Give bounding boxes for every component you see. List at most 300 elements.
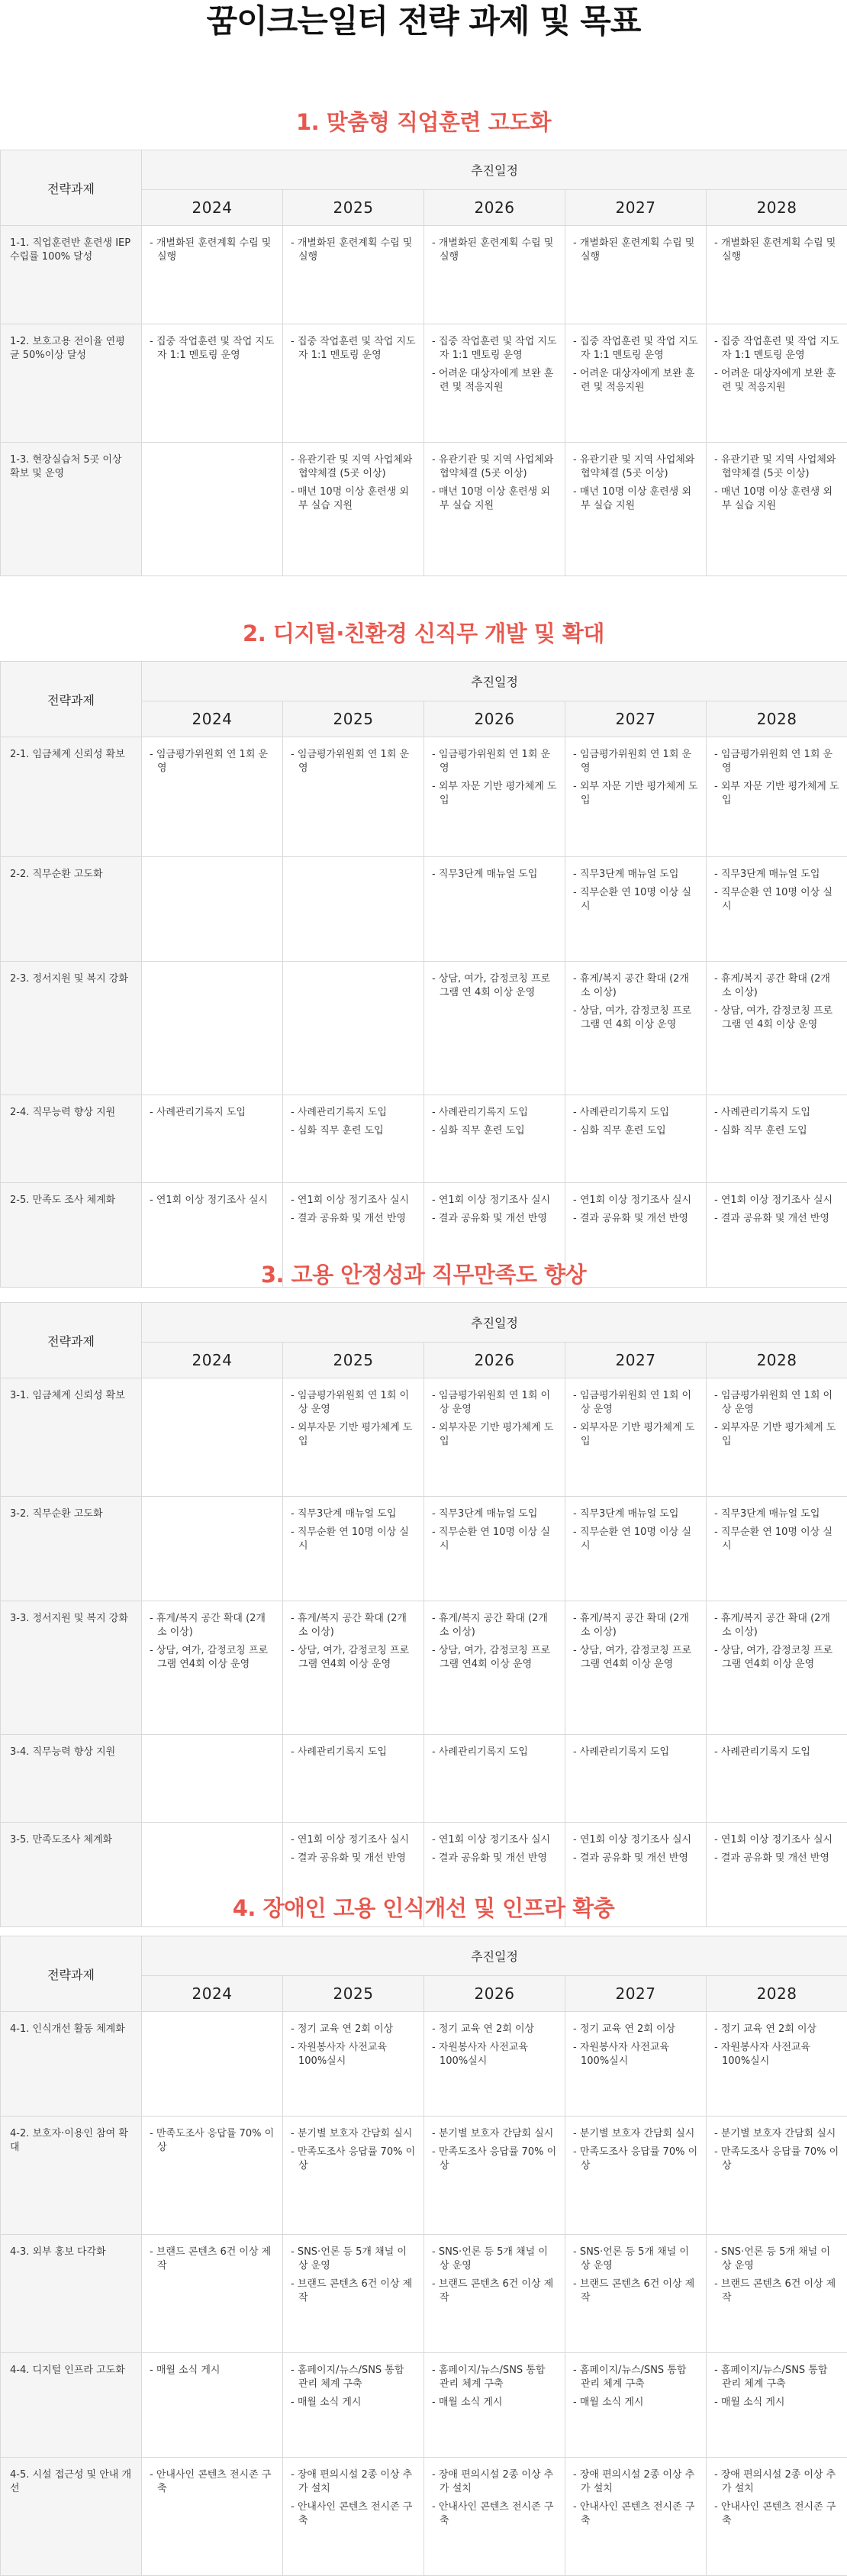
schedule-cell: [707, 1497, 847, 1601]
schedule-cell: [283, 2458, 424, 2576]
schedule-cell: [142, 324, 283, 443]
section-heading: 1. 맞춤형 직업훈련 고도화: [0, 107, 847, 150]
schedule-item: - 직무3단계 매뉴얼 도입: [714, 1507, 839, 1521]
schedule-cell: [707, 857, 847, 962]
schedule-item: - 사례관리기록지 도입: [432, 1106, 557, 1120]
schedule-item-list: [714, 237, 839, 264]
schedule-item: - 휴게/복지 공간 확대 (2개소 이상): [573, 1612, 698, 1639]
schedule-item-list: [573, 972, 698, 1032]
table-row: [1, 1497, 847, 1601]
strategy-task-cell: 3-1. 임금체계 신뢰성 확보: [1, 1378, 142, 1497]
strategy-table: [0, 1302, 847, 1927]
schedule-item: - SNS·언론 등 5개 채널 이상 운영: [291, 2246, 416, 2273]
table-row: [1, 2458, 847, 2576]
strategy-section: [0, 1893, 847, 2576]
table-row: [1, 443, 847, 576]
schedule-item-list: [714, 1106, 839, 1138]
schedule-item: - 자원봉사자 사전교육 100%실시: [573, 2041, 698, 2068]
strategy-task-cell: 3-3. 정서지원 및 복지 강화: [1, 1601, 142, 1735]
schedule-item: - 사례관리기록지 도입: [150, 1106, 275, 1120]
schedule-cell: [283, 1497, 424, 1601]
schedule-cell: [424, 2012, 565, 2117]
schedule-item: - 직무순환 연 10명 이상 실시: [573, 886, 698, 914]
year-column-header: 2027: [565, 189, 707, 225]
section-heading: 4. 장애인 고용 인식개선 및 인프라 확충: [0, 1893, 847, 1936]
schedule-cell: [283, 2012, 424, 2117]
schedule-item: - 만족도조사 응답률 70% 이상: [573, 2146, 698, 2173]
schedule-cell: [424, 2117, 565, 2235]
schedule-item: - 연1회 이상 정기조사 실시: [150, 1194, 275, 1207]
schedule-cell: [142, 2117, 283, 2235]
schedule-item: - 유관기관 및 지역 사업체와 협약체결 (5곳 이상): [714, 453, 839, 481]
header-row: [1, 150, 847, 190]
schedule-column-header: 추진일정: [142, 662, 847, 701]
schedule-item-list: [432, 1746, 557, 1759]
year-column-header: 2027: [565, 1342, 707, 1378]
schedule-item: - 만족도조사 응답률 70% 이상: [714, 2146, 839, 2173]
schedule-item-list: [573, 2127, 698, 2173]
schedule-item-list: [714, 1389, 839, 1449]
schedule-cell: [424, 1095, 565, 1183]
schedule-item: - 외부 자문 기반 평가체계 도입: [432, 780, 557, 808]
table-row: [1, 857, 847, 962]
schedule-item: - 브랜드 콘텐츠 6건 이상 제작: [432, 2278, 557, 2305]
schedule-item-list: [573, 335, 698, 395]
schedule-cell: [424, 737, 565, 857]
schedule-column-header: 추진일정: [142, 1303, 847, 1343]
schedule-item: - 외부자문 기반 평가체계 도입: [573, 1421, 698, 1449]
schedule-item: - 직무순환 연 10명 이상 실시: [573, 1526, 698, 1553]
schedule-item: - 사례관리기록지 도입: [714, 1106, 839, 1120]
schedule-item-list: [573, 1746, 698, 1759]
schedule-item-list: [573, 2468, 698, 2528]
schedule-cell: [283, 857, 424, 962]
schedule-cell: [142, 1497, 283, 1601]
schedule-cell: [707, 962, 847, 1095]
year-column-header: 2024: [142, 701, 283, 737]
schedule-item-list: [714, 1833, 839, 1865]
schedule-item-list: [714, 1194, 839, 1226]
strategy-task-cell: 1-3. 현장실습처 5곳 이상 확보 및 운영: [1, 443, 142, 576]
schedule-cell: [142, 2353, 283, 2458]
schedule-cell: [565, 2012, 707, 2117]
schedule-item-list: [714, 1746, 839, 1759]
schedule-item: - 홈페이지/뉴스/SNS 통합 관리 체계 구축: [714, 2364, 839, 2391]
schedule-item: - 자원봉사자 사전교육 100%실시: [432, 2041, 557, 2068]
schedule-item-list: [714, 1612, 839, 1672]
schedule-item-list: [573, 1833, 698, 1865]
schedule-item-list: [714, 1507, 839, 1553]
schedule-item: - 분기별 보호자 간담회 실시: [714, 2127, 839, 2141]
year-column-header: 2026: [424, 1975, 565, 2011]
schedule-cell: [565, 2117, 707, 2235]
schedule-item-list: [573, 2246, 698, 2305]
schedule-cell: [283, 2235, 424, 2353]
schedule-cell: [707, 443, 847, 576]
strategy-task-cell: 2-2. 직무순환 고도화: [1, 857, 142, 962]
schedule-item-list: [291, 1507, 416, 1553]
schedule-item-list: [432, 972, 557, 1000]
schedule-item: - 심화 직무 훈련 도입: [432, 1124, 557, 1138]
schedule-item: - 직무3단계 매뉴얼 도입: [432, 1507, 557, 1521]
schedule-item-list: [432, 237, 557, 264]
table-row: [1, 226, 847, 324]
page-title: 꿈이크는일터 전략 과제 및 목표: [0, 0, 847, 46]
schedule-item: - 집중 작업훈련 및 작업 지도자 1:1 멘토링 운영: [150, 335, 275, 363]
schedule-item-list: [573, 1389, 698, 1449]
schedule-item: - 개별화된 훈련계획 수립 및 실행: [150, 237, 275, 264]
schedule-cell: [424, 1497, 565, 1601]
schedule-item-list: [714, 2468, 839, 2528]
schedule-item: - 임금평가위원회 연 1회 운영: [573, 748, 698, 775]
schedule-item-list: [150, 1106, 275, 1120]
schedule-cell: [565, 443, 707, 576]
schedule-cell: [283, 1095, 424, 1183]
year-column-header: 2027: [565, 701, 707, 737]
table-row: [1, 962, 847, 1095]
table-row: [1, 1735, 847, 1823]
schedule-item: - 결과 공유화 및 개선 반영: [573, 1212, 698, 1226]
schedule-item: - 장애 편의시설 2종 이상 추가 설치: [291, 2468, 416, 2496]
schedule-cell: [142, 443, 283, 576]
table-row: [1, 2353, 847, 2458]
schedule-cell: [565, 2235, 707, 2353]
strategy-task-cell: 2-3. 정서지원 및 복지 강화: [1, 962, 142, 1095]
schedule-item-list: [291, 1833, 416, 1865]
schedule-cell: [707, 2353, 847, 2458]
schedule-item: - 임금평가위원회 연 1회 이상 운영: [291, 1389, 416, 1417]
schedule-item: - 홈페이지/뉴스/SNS 통합 관리 체계 구축: [291, 2364, 416, 2391]
schedule-item-list: [432, 2023, 557, 2068]
schedule-item: - 매월 소식 게시: [714, 2396, 839, 2410]
table-row: [1, 2235, 847, 2353]
schedule-item: - 연1회 이상 정기조사 실시: [291, 1833, 416, 1847]
schedule-item: - 휴게/복지 공간 확대 (2개소 이상): [291, 1612, 416, 1639]
schedule-cell: [565, 226, 707, 324]
schedule-cell: [565, 962, 707, 1095]
schedule-item: - 결과 공유화 및 개선 반영: [432, 1212, 557, 1226]
table-row: [1, 324, 847, 443]
strategy-task-cell: 3-5. 만족도조사 체계화: [1, 1823, 142, 1927]
schedule-item: - 사례관리기록지 도입: [573, 1106, 698, 1120]
schedule-cell: [142, 1378, 283, 1497]
schedule-item-list: [714, 868, 839, 914]
schedule-item: - 장애 편의시설 2종 이상 추가 설치: [714, 2468, 839, 2496]
schedule-item: - 결과 공유화 및 개선 반영: [291, 1852, 416, 1865]
year-column-header: 2026: [424, 189, 565, 225]
schedule-item-list: [291, 453, 416, 513]
schedule-item: - 임금평가위원회 연 1회 운영: [150, 748, 275, 775]
header-row: [1, 1303, 847, 1343]
schedule-item: - 휴게/복지 공간 확대 (2개소 이상): [714, 1612, 839, 1639]
schedule-cell: [707, 1735, 847, 1823]
schedule-column-header: 추진일정: [142, 150, 847, 190]
schedule-item: - 임금평가위원회 연 1회 운영: [432, 748, 557, 775]
strategy-task-cell: 2-4. 직무능력 향상 지원: [1, 1095, 142, 1183]
schedule-item: - 휴게/복지 공간 확대 (2개소 이상): [150, 1612, 275, 1639]
schedule-cell: [283, 1378, 424, 1497]
schedule-item-list: [432, 748, 557, 808]
schedule-cell: [283, 962, 424, 1095]
schedule-item-list: [714, 335, 839, 395]
schedule-item: - 외부자문 기반 평가체계 도입: [432, 1421, 557, 1449]
schedule-item: - 안내사인 콘텐츠 전시존 구축: [150, 2468, 275, 2496]
schedule-cell: [424, 226, 565, 324]
schedule-item-list: [150, 2127, 275, 2155]
schedule-item: - 직무순환 연 10명 이상 실시: [432, 1526, 557, 1553]
schedule-item-list: [714, 2127, 839, 2173]
schedule-item-list: [150, 748, 275, 775]
schedule-item-list: [291, 2468, 416, 2528]
table-row: [1, 2012, 847, 2117]
schedule-item-list: [150, 335, 275, 363]
schedule-cell: [707, 2012, 847, 2117]
year-column-header: 2025: [283, 189, 424, 225]
schedule-item: - 정기 교육 연 2회 이상: [432, 2023, 557, 2036]
year-column-header: 2026: [424, 701, 565, 737]
schedule-cell: [142, 226, 283, 324]
schedule-item: - 직무3단계 매뉴얼 도입: [714, 868, 839, 882]
schedule-item: - 연1회 이상 정기조사 실시: [714, 1194, 839, 1207]
schedule-item: - 유관기관 및 지역 사업체와 협약체결 (5곳 이상): [573, 453, 698, 481]
strategy-task-cell: 3-2. 직무순환 고도화: [1, 1497, 142, 1601]
schedule-item-list: [573, 1612, 698, 1672]
schedule-item: - 만족도조사 응답률 70% 이상: [432, 2146, 557, 2173]
schedule-item-list: [432, 453, 557, 513]
schedule-item: - 집중 작업훈련 및 작업 지도자 1:1 멘토링 운영: [714, 335, 839, 363]
section-heading: 2. 디지털·친환경 신직무 개발 및 확대: [0, 618, 847, 661]
strategy-column-header: 전략과제: [1, 150, 142, 226]
schedule-item: - 휴게/복지 공간 확대 (2개소 이상): [573, 972, 698, 1000]
schedule-item-list: [291, 1746, 416, 1759]
schedule-item-list: [432, 2127, 557, 2173]
schedule-column-header: 추진일정: [142, 1936, 847, 1976]
schedule-item: - 연1회 이상 정기조사 실시: [573, 1833, 698, 1847]
strategy-task-cell: 1-2. 보호고용 전이율 연평균 50%이상 달성: [1, 324, 142, 443]
schedule-item: - 안내사인 콘텐츠 전시존 구축: [714, 2500, 839, 2528]
schedule-item-list: [432, 2468, 557, 2528]
schedule-cell: [424, 962, 565, 1095]
schedule-cell: [142, 737, 283, 857]
schedule-item: - 유관기관 및 지역 사업체와 협약체결 (5곳 이상): [432, 453, 557, 481]
schedule-item: - 장애 편의시설 2종 이상 추가 설치: [573, 2468, 698, 2496]
schedule-cell: [142, 962, 283, 1095]
header-row: [1, 662, 847, 701]
schedule-item: - 개별화된 훈련계획 수립 및 실행: [714, 237, 839, 264]
schedule-item-list: [573, 237, 698, 264]
schedule-cell: [424, 2235, 565, 2353]
schedule-cell: [142, 857, 283, 962]
schedule-cell: [707, 1095, 847, 1183]
schedule-item-list: [432, 1507, 557, 1553]
schedule-item-list: [432, 2364, 557, 2410]
section-heading: 3. 고용 안정성과 직무만족도 향상: [0, 1259, 847, 1302]
schedule-item: - 장애 편의시설 2종 이상 추가 설치: [432, 2468, 557, 2496]
schedule-item: - 직무3단계 매뉴얼 도입: [291, 1507, 416, 1521]
schedule-item-list: [291, 2023, 416, 2068]
schedule-item: - 홈페이지/뉴스/SNS 통합 관리 체계 구축: [432, 2364, 557, 2391]
schedule-cell: [565, 1378, 707, 1497]
schedule-item: - 매년 10명 이상 훈련생 외부 실습 지원: [573, 485, 698, 513]
schedule-item: - 직무순환 연 10명 이상 실시: [291, 1526, 416, 1553]
schedule-item: - 연1회 이상 정기조사 실시: [432, 1833, 557, 1847]
strategy-table: [0, 1936, 847, 2576]
strategy-section: [0, 1259, 847, 1927]
schedule-item-list: [714, 748, 839, 808]
strategy-table: [0, 661, 847, 1288]
schedule-item: - 연1회 이상 정기조사 실시: [714, 1833, 839, 1847]
strategy-section: [0, 618, 847, 1288]
schedule-item: - 결과 공유화 및 개선 반영: [714, 1852, 839, 1865]
schedule-item: - 상담, 여가, 감정코칭 프로그램 연4회 이상 운영: [291, 1644, 416, 1672]
schedule-item-list: [714, 2364, 839, 2410]
schedule-item-list: [573, 748, 698, 808]
schedule-item-list: [714, 453, 839, 513]
strategy-task-cell: 1-1. 직업훈련반 훈련생 IEP 수립률 100% 달성: [1, 226, 142, 324]
schedule-item: - 사례관리기록지 도입: [291, 1106, 416, 1120]
schedule-item-list: [291, 1389, 416, 1449]
schedule-cell: [142, 2458, 283, 2576]
schedule-item: - 임금평가위원회 연 1회 운영: [291, 748, 416, 775]
schedule-item: - 만족도조사 응답률 70% 이상: [150, 2127, 275, 2155]
schedule-item: - 심화 직무 훈련 도입: [291, 1124, 416, 1138]
schedule-item: - 직무순환 연 10명 이상 실시: [714, 1526, 839, 1553]
schedule-item: - 안내사인 콘텐츠 전시존 구축: [432, 2500, 557, 2528]
schedule-cell: [707, 1378, 847, 1497]
schedule-item: - 분기별 보호자 간담회 실시: [291, 2127, 416, 2141]
schedule-item: - 어려운 대상자에게 보완 훈련 및 적응지원: [714, 367, 839, 395]
year-column-header: 2026: [424, 1342, 565, 1378]
schedule-item: - 상담, 여가, 감정코칭 프로그램 연4회 이상 운영: [432, 1644, 557, 1672]
schedule-cell: [424, 324, 565, 443]
schedule-item: - 외부자문 기반 평가체계 도입: [291, 1421, 416, 1449]
schedule-cell: [707, 226, 847, 324]
schedule-item: - SNS·언론 등 5개 채널 이상 운영: [714, 2246, 839, 2273]
schedule-item: - 휴게/복지 공간 확대 (2개소 이상): [432, 1612, 557, 1639]
schedule-cell: [565, 324, 707, 443]
schedule-cell: [283, 443, 424, 576]
schedule-item: - 연1회 이상 정기조사 실시: [573, 1194, 698, 1207]
year-column-header: 2024: [142, 189, 283, 225]
schedule-item: - 심화 직무 훈련 도입: [573, 1124, 698, 1138]
schedule-item: - 정기 교육 연 2회 이상: [291, 2023, 416, 2036]
schedule-item-list: [573, 1106, 698, 1138]
schedule-item-list: [150, 1612, 275, 1672]
schedule-cell: [565, 857, 707, 962]
schedule-item: - 임금평가위원회 연 1회 이상 운영: [432, 1389, 557, 1417]
schedule-cell: [424, 2458, 565, 2576]
schedule-item-list: [291, 1194, 416, 1226]
schedule-item: - 결과 공유화 및 개선 반영: [291, 1212, 416, 1226]
strategy-section: [0, 107, 847, 576]
schedule-item: - 직무3단계 매뉴얼 도입: [573, 1507, 698, 1521]
schedule-cell: [283, 2117, 424, 2235]
schedule-item: - 매년 10명 이상 훈련생 외부 실습 지원: [291, 485, 416, 513]
schedule-item-list: [150, 2364, 275, 2378]
strategy-column-header: 전략과제: [1, 662, 142, 737]
schedule-item: - 브랜드 콘텐츠 6건 이상 제작: [714, 2278, 839, 2305]
schedule-item: - 매월 소식 게시: [291, 2396, 416, 2410]
schedule-cell: [565, 1095, 707, 1183]
schedule-item: - 매월 소식 게시: [432, 2396, 557, 2410]
schedule-cell: [424, 1378, 565, 1497]
schedule-cell: [142, 1095, 283, 1183]
schedule-item-list: [291, 335, 416, 363]
table-row: [1, 1095, 847, 1183]
schedule-cell: [707, 737, 847, 857]
schedule-item: - 브랜드 콘텐츠 6건 이상 제작: [291, 2278, 416, 2305]
schedule-item-list: [291, 2246, 416, 2305]
schedule-cell: [283, 324, 424, 443]
table-row: [1, 737, 847, 857]
schedule-item-list: [432, 1612, 557, 1672]
schedule-cell: [565, 2353, 707, 2458]
schedule-cell: [142, 1601, 283, 1735]
strategy-column-header: 전략과제: [1, 1303, 142, 1378]
year-column-header: 2028: [707, 1975, 847, 2011]
schedule-item-list: [714, 2246, 839, 2305]
schedule-item-list: [432, 1833, 557, 1865]
schedule-item: - 자원봉사자 사전교육 100%실시: [714, 2041, 839, 2068]
schedule-item: - 사례관리기록지 도입: [714, 1746, 839, 1759]
schedule-item: - SNS·언론 등 5개 채널 이상 운영: [573, 2246, 698, 2273]
strategy-task-cell: 4-4. 디지털 인프라 고도화: [1, 2353, 142, 2458]
schedule-item: - 개별화된 훈련계획 수립 및 실행: [291, 237, 416, 264]
schedule-item: - 집중 작업훈련 및 작업 지도자 1:1 멘토링 운영: [291, 335, 416, 363]
schedule-item: - 상담, 여가, 감정코칭 프로그램 연 4회 이상 운영: [432, 972, 557, 1000]
schedule-cell: [283, 1735, 424, 1823]
schedule-item: - 분기별 보호자 간담회 실시: [432, 2127, 557, 2141]
schedule-item: - 어려운 대상자에게 보완 훈련 및 적응지원: [432, 367, 557, 395]
schedule-cell: [142, 1735, 283, 1823]
schedule-cell: [707, 2458, 847, 2576]
strategy-table: [0, 150, 847, 576]
schedule-item-list: [150, 237, 275, 264]
schedule-item: - 사례관리기록지 도입: [573, 1746, 698, 1759]
schedule-cell: [565, 2458, 707, 2576]
schedule-item: - 브랜드 콘텐츠 6건 이상 제작: [573, 2278, 698, 2305]
schedule-item-list: [291, 2127, 416, 2173]
schedule-item: - 어려운 대상자에게 보완 훈련 및 적응지원: [573, 367, 698, 395]
schedule-item-list: [150, 1194, 275, 1207]
schedule-item-list: [432, 2246, 557, 2305]
schedule-item: - 개별화된 훈련계획 수립 및 실행: [573, 237, 698, 264]
year-column-header: 2024: [142, 1975, 283, 2011]
schedule-item: - 상담, 여가, 감정코칭 프로그램 연 4회 이상 운영: [573, 1004, 698, 1032]
schedule-item: - 임금평가위원회 연 1회 운영: [714, 748, 839, 775]
schedule-item: - 매월 소식 게시: [150, 2364, 275, 2378]
schedule-item: - 집중 작업훈련 및 작업 지도자 1:1 멘토링 운영: [573, 335, 698, 363]
schedule-item: - 집중 작업훈련 및 작업 지도자 1:1 멘토링 운영: [432, 335, 557, 363]
schedule-cell: [283, 2353, 424, 2458]
year-column-header: 2025: [283, 1342, 424, 1378]
schedule-item: - 정기 교육 연 2회 이상: [714, 2023, 839, 2036]
schedule-item-list: [714, 972, 839, 1032]
schedule-item: - 사례관리기록지 도입: [432, 1746, 557, 1759]
strategy-column-header: 전략과제: [1, 1936, 142, 2012]
schedule-cell: [707, 2235, 847, 2353]
schedule-item: - 분기별 보호자 간담회 실시: [573, 2127, 698, 2141]
schedule-item-list: [432, 1106, 557, 1138]
header-row: [1, 1936, 847, 1976]
year-column-header: 2028: [707, 1342, 847, 1378]
schedule-cell: [283, 1601, 424, 1735]
strategy-task-cell: 4-2. 보호자·이용인 참여 확대: [1, 2117, 142, 2235]
schedule-item-list: [432, 1389, 557, 1449]
schedule-cell: [565, 1497, 707, 1601]
year-column-header: 2025: [283, 701, 424, 737]
schedule-item: - 유관기관 및 지역 사업체와 협약체결 (5곳 이상): [291, 453, 416, 481]
